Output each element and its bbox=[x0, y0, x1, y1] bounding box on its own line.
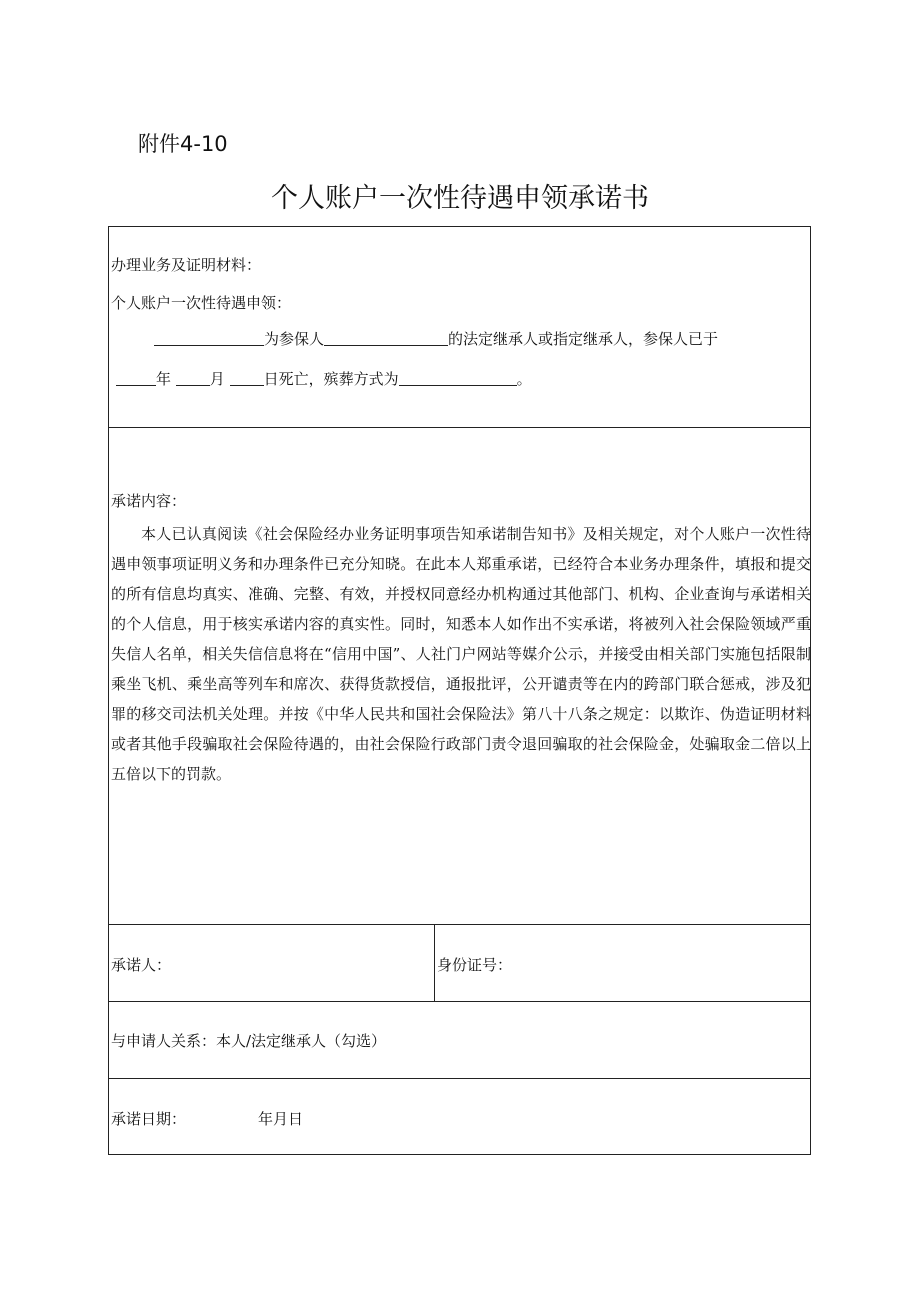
period-text: 。 bbox=[516, 370, 532, 388]
section-divider bbox=[109, 1001, 810, 1002]
commitment-label: 承诺内容： bbox=[111, 492, 187, 510]
month-text: 月 bbox=[209, 370, 225, 388]
column-divider bbox=[434, 924, 435, 1001]
document-title: 个人账户一次性待遇申领承诺书 bbox=[271, 183, 649, 214]
attachment-label: 附件4-10 bbox=[138, 132, 228, 156]
death-day-field[interactable] bbox=[230, 371, 264, 386]
date-value: 年月日 bbox=[258, 1110, 304, 1128]
section-divider bbox=[109, 1078, 810, 1079]
funeral-method-field[interactable] bbox=[399, 371, 517, 386]
year-text: 年 bbox=[156, 370, 172, 388]
signer-label: 承诺人： bbox=[111, 956, 172, 974]
death-year-field[interactable] bbox=[116, 371, 156, 386]
heir-line bbox=[154, 329, 718, 349]
relation-label: 与申请人关系：本人/法定继承人（勾选） bbox=[111, 1032, 387, 1050]
heir-name-field[interactable] bbox=[154, 331, 264, 346]
commitment-form bbox=[108, 226, 811, 1155]
date-label: 承诺日期： bbox=[111, 1110, 187, 1128]
section-divider bbox=[109, 924, 810, 925]
business-item: 个人账户一次性待遇申领： bbox=[111, 294, 292, 312]
death-month-field[interactable] bbox=[176, 371, 210, 386]
section-divider bbox=[109, 427, 810, 428]
death-line bbox=[116, 369, 532, 389]
insured-name-field[interactable] bbox=[324, 331, 448, 346]
heir-mid-text: 为参保人 bbox=[264, 330, 325, 348]
day-died-text: 日死亡，殡葬方式为 bbox=[263, 370, 399, 388]
heir-end-text: 的法定继承人或指定继承人，参保人已于 bbox=[448, 330, 719, 348]
id-number-label: 身份证号： bbox=[437, 956, 513, 974]
business-label: 办理业务及证明材料： bbox=[111, 256, 262, 274]
commitment-text: 本人已认真阅读《社会保险经办业务证明事项告知承诺制告知书》及相关规定，对个人账户一次性待遇申领事项证明义务和办理条件已充分知晓。在此本人郑重承诺，已经符合本业务办理条件，填报和提交的所有信息均真实、准确、完整、有效，并授权同意经办机构通过其他部门、机构、企业查询与承诺相关的个人信息，用于核实承诺内容的真实性。同时，知悉本人如作出不实承诺，将被列入社会保险领域严重失信人名单，相关失信信息将在“信用中国”、人社门户网站等媒介公示，并接受由相关部门实施包括限制乘坐飞机、乘坐高等列车和席次、获得货款授信，通报批评，公开谴责等在内的跨部门联合惩戒，涉及犯罪的移交司法机关处理。并按《中华人民共和国社会保险法》第八十八条之规定：以欺诈、伪造证明材料或者其他手段骗取社会保险待遇的，由社会保险行政部门责令退回骗取的社会保险金，处骗取金二倍以上五倍以下的罚款。 bbox=[111, 525, 811, 783]
